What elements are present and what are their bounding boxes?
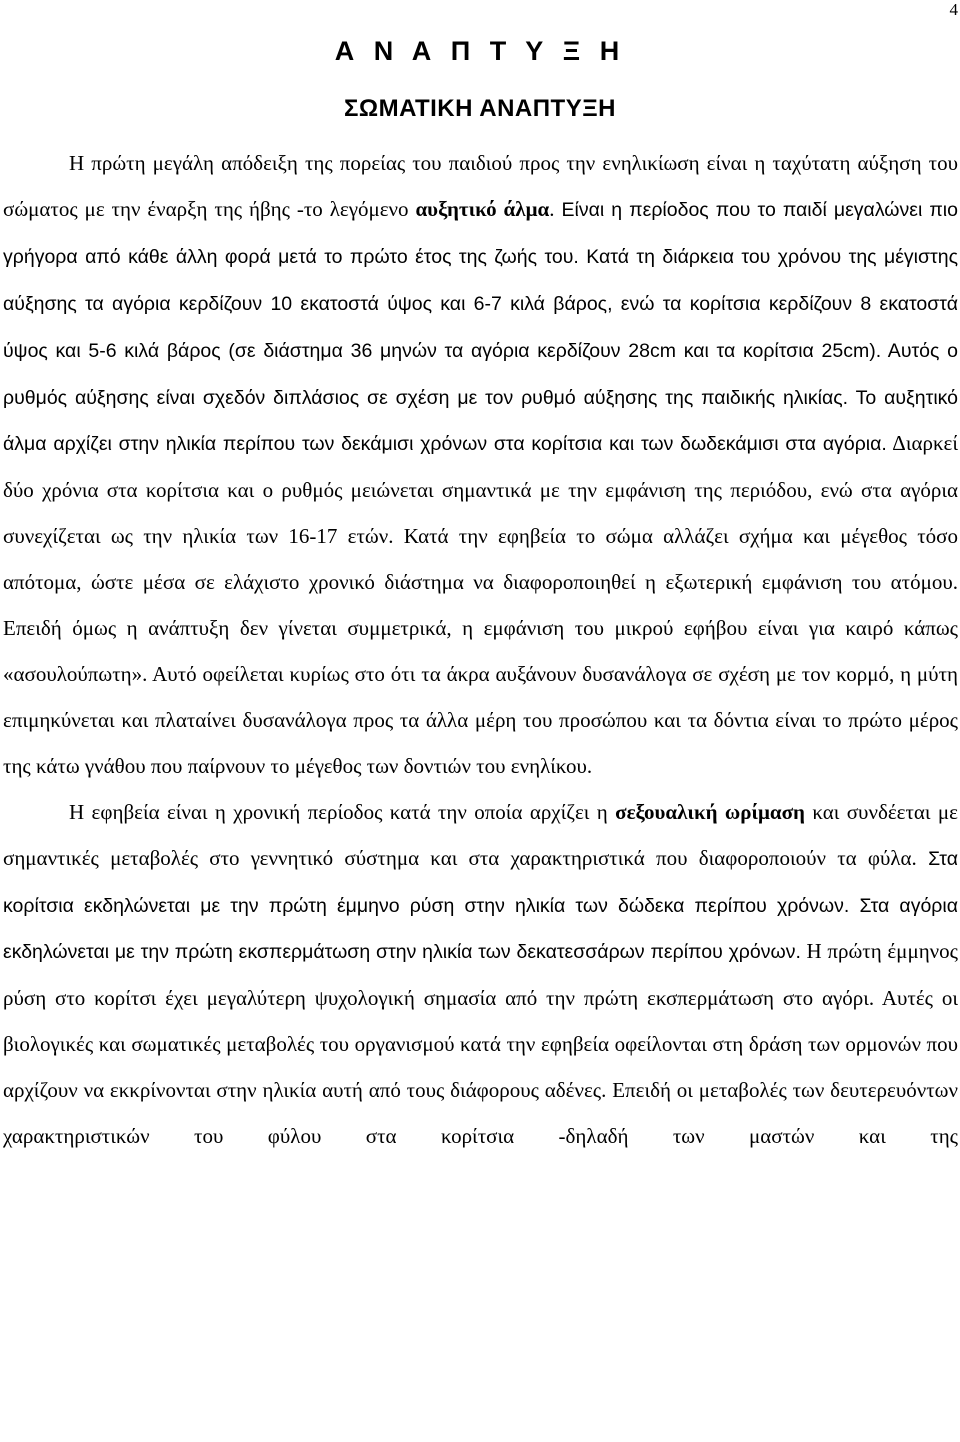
body-text [3,141,958,1160]
sentence: Η εφηβεία είναι η χρονική περίοδος κατά την οποία αρχίζει η [69,799,616,824]
sentence: Κατά την εφηβεία το σώμα αλλάζει σχήμα και μέγεθος τόσο απότομα, ώστε μέσα σε ελάχιστο χρονικό διάστημα να διαφοροποιηθεί η εξωτερική εμφάνιση του ατόμου. [3,524,958,595]
paragraph-physical-growth [3,141,958,790]
sentence: Αυτές οι βιολογικές και σωματικές μεταβολές του οργανισμού κατά την εφηβεία οφείλονται στη δράση των ορμονών που αρχίζουν να εκκρίνονται στην ηλικία αυτή από τους διάφορους αδένες. [3,986,958,1103]
sentence: Αυτό οφείλεται κυρίως στο ότι τα άκρα αυξάνουν δυσανάλογα σε σχέση με τον κορμό, η μύτη επιμηκύνεται και πλαταίνει δυσανάλογα προς τα άλλα μέρη του προσώπου και τα δόντια είναι το πρώτο μέρος της κάτω γνάθου που παίρνουν το μέγεθος των δοντιών του ενηλίκου. [3,661,958,778]
sentence: Στα κορίτσια εκδηλώνεται με την πρώτη έμμηνο ρύση στην ηλικία των δώδεκα περίπου χρόνων. [3,847,958,917]
sentence: Η πρώτη έμμηνος ρύση στο κορίτσι έχει μεγαλύτερη ψυχολογική σημασία από την πρώτη εκσπερμάτωση στο αγόρι. [3,939,958,1011]
sentence: Κατά τη διάρκεια του χρόνου της μέγιστης αύξησης τα αγόρια κερδίζουν 10 εκατοστά ύψος και 6-7 κιλά βάρος, ενώ τα κορίτσια κερδίζουν 8 εκατοστά ύψος και 5-6 κιλά βάρος (σε διάστημα 36 μηνών τα αγόρια κερδίζουν 28cm και τα κορίτσια 25cm). [3,245,958,362]
sentence: Είναι η περίοδος που το παιδί μεγαλώνει πιο γρήγορα από κάθε άλλη φορά μετά το πρώτο έτος της ζωής του. [3,198,958,268]
bold-term-sexual-maturation: σεξουαλική ωρίμαση [615,799,805,824]
page-number: 4 [949,0,958,19]
document-title: Α Ν Α Π Τ Υ Ξ Η [334,36,626,66]
sentence: Διαρκεί δύο χρόνια στα κορίτσια και ο ρυθμός μειώνεται σημαντικά με την εμφάνιση της περιόδου, ενώ στα αγόρια συνεχίζεται ως την ηλικία των 16-17 ετών. [3,431,958,549]
sentence: . [549,196,555,221]
sentence: και συνδέεται με σημαντικές μεταβολές στο γεννητικό σύστημα και στα χαρακτηριστικά που διαφοροποιούν τα φύλα. [3,799,958,870]
sentence: Επειδή όμως η ανάπτυξη δεν γίνεται συμμετρικά, η εμφάνιση του μικρού εφήβου είναι για καιρό κάπως «ασουλούπωτη». [3,616,958,686]
paragraph-sexual-maturation [3,790,958,1160]
sentence: Στα αγόρια εκδηλώνεται με την πρώτη εκσπερμάτωση στην ηλικία των δεκατεσσάρων περίπου χρόνων. [3,894,958,964]
bold-term-growth-spurt: αυξητικό άλμα [415,196,550,221]
sentence: Επειδή οι μεταβολές των δευτερευόντων χαρακτηριστικών του φύλου στα κορίτσια -δηλαδή των μαστών και της [3,1078,958,1149]
section-subtitle: ΣΩΜΑΤΙΚΗ ΑΝΑΠΤΥΞΗ [343,95,617,122]
sentence: Η πρώτη μεγάλη απόδειξη της πορείας του παιδιού προς την ενηλικίωση είναι η ταχύτατη αύξηση του σώματος με την έναρξη της ήβης -το λεγόμενο [3,151,958,221]
sentence: Αυτός ο ρυθμός αύξησης είναι σχεδόν διπλάσιος σε σχέση με τον ρυθμό αύξησης της παιδικής ηλικίας. [3,339,958,409]
sentence: Το αυξητικό άλμα αρχίζει στην ηλικία περίπου των δεκάμισι χρόνων στα κορίτσια και των δωδεκάμισι στα αγόρια. [3,386,959,456]
